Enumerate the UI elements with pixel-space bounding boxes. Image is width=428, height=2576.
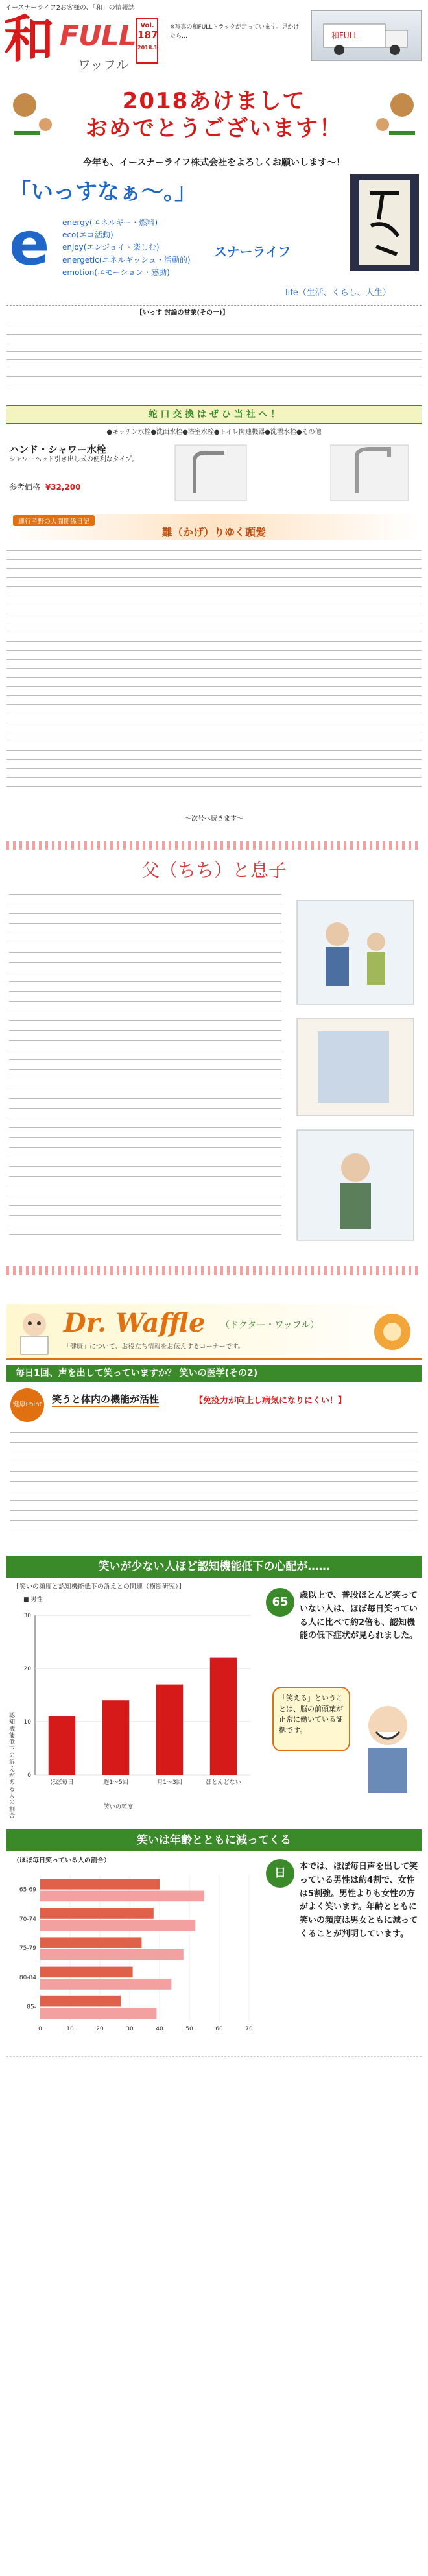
chart2-y-tick: 65-69 — [19, 1886, 36, 1894]
chart1-legend-label: 男性 — [30, 1596, 43, 1603]
page-lower-blank — [6, 2056, 422, 2536]
waffle-header — [6, 1304, 422, 1360]
volume-box — [136, 18, 158, 64]
concept-mark: e — [9, 209, 50, 278]
chart1-bar — [156, 1685, 184, 1775]
column-title: 難（かげ）りゆく頭髪 — [161, 526, 266, 538]
chart2-x-tick: 0 — [38, 2026, 42, 2032]
concept-item: enjoy(エンジョイ・楽しむ) — [62, 243, 160, 252]
greeting-line1: 2018あけまして — [122, 88, 306, 114]
chart2-bar — [40, 1920, 195, 1931]
chart2-bar — [40, 1891, 204, 1902]
essay-title: 父（ちち）と息子 — [141, 860, 287, 881]
concept-title: 「いっすなぁ～。」 — [9, 179, 196, 205]
waffle-sub: （ドクター・ワッフル） — [220, 1320, 320, 1330]
greeting-line2: おめでとうございます！ — [86, 115, 342, 141]
chart1-bar — [49, 1716, 76, 1775]
chart2-y-tick: 85- — [27, 2004, 36, 2011]
chart2-title: 笑いは年齢とともに減ってくる — [6, 1829, 422, 1851]
topic-body-lines — [10, 1427, 418, 1548]
chart2-bar — [40, 1949, 184, 1960]
topic-tag: 健康Point — [10, 1388, 44, 1422]
chart2-callout-text: 本では、ほぼ毎日声を出して笑っている男性は約4割で、女性は5割強。男性よりも女性の方がよく笑います。年齢とともに笑いの頻度は男女ともに減ってくることが判明しています。 — [300, 1862, 418, 1939]
waffle-tagline: 「健康」について、お役立ち情報をお伝えするコーナーです。 — [64, 1343, 244, 1351]
product-name: ハンド・シャワー水栓 — [9, 444, 106, 455]
product-desc: シャワーヘッド引き出し式の便利なタイプ。 — [9, 456, 138, 463]
calligraphy-icon — [350, 174, 419, 271]
svg-text:和FULL: 和FULL — [331, 31, 359, 40]
masthead — [0, 0, 428, 78]
concept-list — [62, 217, 218, 279]
chart1-legend: ■ 男性 — [23, 1596, 43, 1603]
chart2-y-tick: 70-74 — [19, 1916, 36, 1923]
concept-item: energy(エネルギー・燃料) — [62, 218, 158, 227]
calligraphy-photo — [350, 174, 419, 271]
chart2-x-tick: 30 — [126, 2026, 134, 2032]
chart1-bar — [210, 1658, 237, 1775]
chart2-subtitle: （ほぼ毎日笑っている人の割合） — [13, 1857, 110, 1864]
price-label: 参考価格 — [9, 483, 41, 492]
product-banner: 蛇 口 交 換 は ぜ ひ 当 社 へ ！ — [6, 405, 422, 424]
chart1-callout-number: 65 — [266, 1588, 294, 1617]
concept-item: energetic(エネルギッシュ・活動的) — [62, 255, 191, 265]
chart2-y-tick: 75-79 — [19, 1945, 36, 1952]
essay-body-lines — [9, 889, 281, 1252]
chart1-xlabel: 笑いの頻度 — [104, 1804, 134, 1811]
chart1-plot — [6, 1606, 259, 1801]
concept-brand: スナーライフ — [214, 244, 291, 259]
chart1-x-tick: ほぼ毎日 — [50, 1779, 74, 1786]
faucet-icon — [169, 441, 415, 503]
concept-body-heading: 【いっす 討論の営業(その一)】 — [136, 309, 229, 317]
issue-date: 2018.1 — [137, 45, 158, 51]
chart2-x-tick: 50 — [185, 2026, 193, 2032]
chart1-subtitle: 【笑いの頻度と認知機能低下の訴えとの関連（横断研究）】 — [13, 1583, 185, 1591]
waffle-lead: 毎日1回、声を出して笑っていますか？ 笑いの医学(その2) — [6, 1365, 422, 1382]
chart2-x-tick: 60 — [215, 2026, 223, 2032]
chart2-bar — [40, 1908, 154, 1919]
chart2-bar — [40, 1967, 133, 1978]
chart2-plot — [6, 1868, 259, 2037]
logo-kanji: 和 — [4, 10, 55, 69]
topic-sub: 【免疫力が向上し病気になりにくい！】 — [195, 1396, 347, 1406]
logo-full: FULL — [60, 19, 136, 53]
chart1-title: 笑いが少ない人ほど認知機能低下の心配が…… — [6, 1556, 422, 1578]
chart1-x-tick: ほとんどない — [206, 1779, 241, 1786]
logo-sub: ワッフル — [78, 57, 129, 73]
vol-number: 187 — [137, 29, 158, 41]
essay-top-border — [6, 841, 422, 850]
truck-photo — [311, 10, 422, 61]
chart2-bar — [40, 1937, 141, 1948]
chart1-x-tick: 月1～3回 — [157, 1779, 182, 1786]
product-price-row — [9, 481, 81, 492]
chart2-x-tick: 70 — [245, 2026, 253, 2032]
doctor-icon — [12, 1308, 57, 1356]
food-icon — [370, 1309, 415, 1354]
chart1-y-tick: 10 — [23, 1719, 31, 1726]
chart1-ylabel: 認知機能低下の訴えがある人の割合 — [9, 1713, 16, 1820]
essay-images — [292, 895, 419, 1246]
product-banner-sub: ●キッチン水栓●洗面水栓●浴室水栓●トイレ関連機器●洗濯水栓●その他 — [106, 429, 322, 436]
column-tag: 連行考野の人間関係日記 — [13, 515, 95, 526]
kicker: イースナーライフ2お客様の、「和」の情報誌 — [5, 5, 135, 12]
chart1-y-tick: 30 — [23, 1613, 31, 1619]
faucet-photos — [169, 441, 415, 503]
chart1-bar — [102, 1700, 130, 1775]
vol-label: Vol. — [140, 22, 154, 29]
chart2-x-tick: 10 — [66, 2026, 74, 2032]
concept-body-lines — [6, 320, 422, 396]
column-footer: ～次号へ続きます～ — [185, 815, 243, 823]
truck-caption: ※写真の和FULLトラックが走っています。見かけたら… — [170, 24, 300, 40]
chart2-x-tick: 40 — [156, 2026, 163, 2032]
chart2-bar — [40, 1996, 121, 2007]
price-value: ¥32,200 — [45, 483, 81, 492]
concept-item: eco(エコ活動) — [62, 230, 113, 240]
chart2-bar — [40, 2008, 156, 2019]
laughing-man-icon — [355, 1700, 420, 1803]
chart2-bar — [40, 1879, 160, 1890]
chart1-y-tick: 20 — [23, 1666, 31, 1672]
chart2-callout-lead: 日 — [266, 1859, 294, 1888]
chart2-x-tick: 20 — [96, 2026, 104, 2032]
topic-title: 笑うと体内の機能が活性 — [52, 1392, 159, 1407]
chart2-bar — [40, 1979, 171, 1990]
concept-item: emotion(エモーション・感動) — [62, 267, 170, 277]
chart1-bubble: 「笑える」ということは、脳の前頭葉が正常に働いている証拠です。 — [272, 1687, 350, 1751]
waffle-label: Dr. Waffle — [64, 1308, 206, 1338]
chart1-y-tick: 0 — [27, 1772, 31, 1779]
new-year-banner — [6, 79, 422, 150]
column-header — [6, 514, 422, 540]
concept-life: life（生活、くらし、人生） — [285, 288, 391, 298]
chart1-callout-text: 歳以上で、普段ほとんど笑っていない人は、ほぼ毎日笑っている人に比べて約2倍も、認知機能の低下症状が見られました。 — [300, 1591, 418, 1641]
greeting-subtitle: 今年も、イースナーライフ株式会社をよろしくお願いします～！ — [82, 158, 346, 168]
column-body-lines — [6, 545, 422, 811]
chart2-y-tick: 80-84 — [19, 1975, 36, 1982]
family-photo-icon — [292, 895, 419, 1246]
truck-icon — [312, 11, 422, 62]
essay-bottom-border — [6, 1266, 422, 1275]
chart1-x-tick: 週1～5回 — [103, 1779, 128, 1786]
divider — [6, 305, 422, 306]
